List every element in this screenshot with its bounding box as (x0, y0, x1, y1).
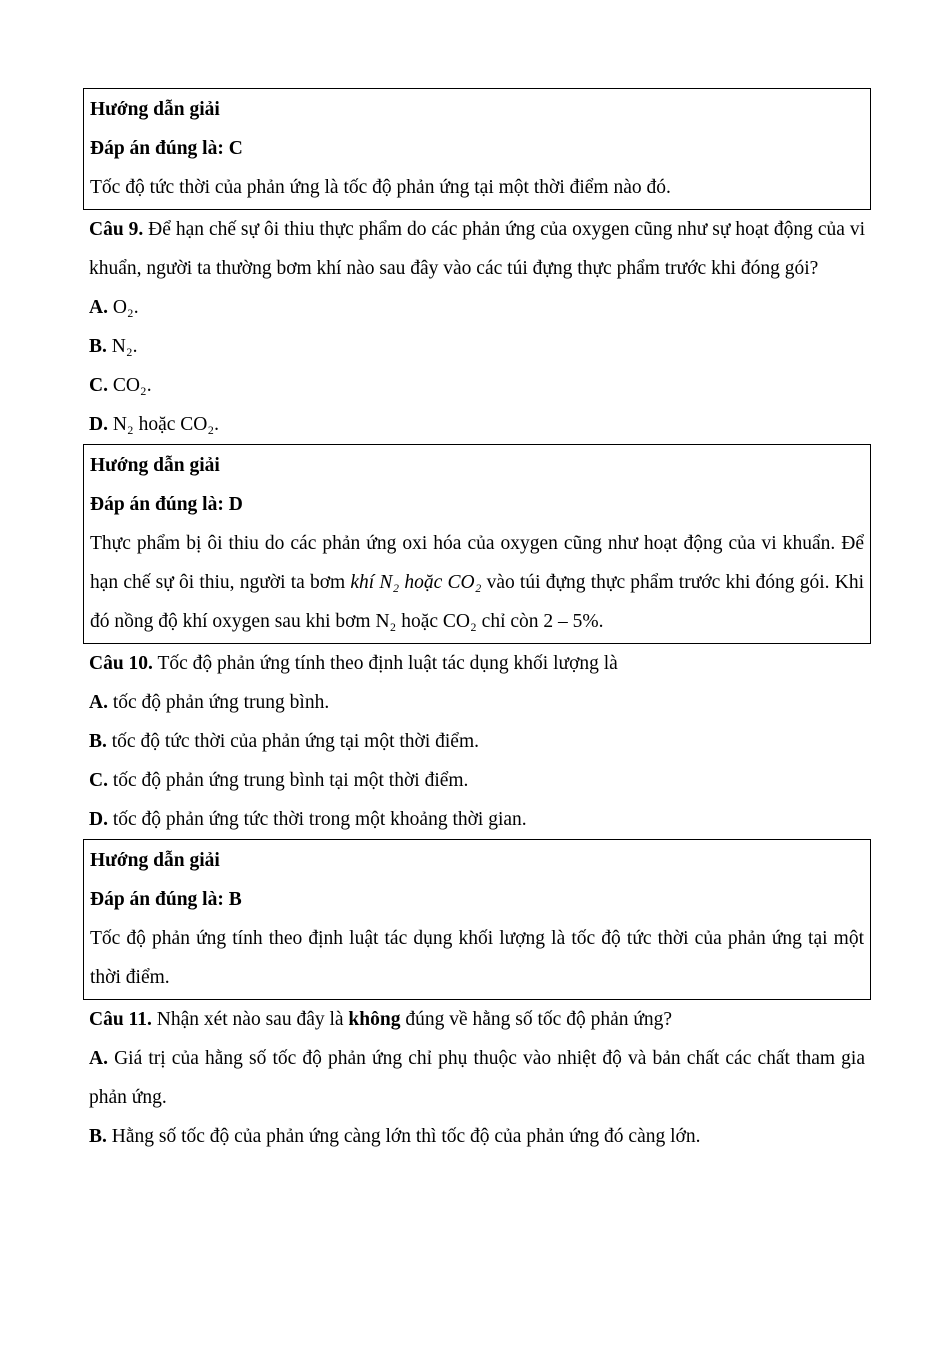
question-9-option-d (83, 405, 871, 444)
question-9-option-b (83, 327, 871, 366)
solution-body: Tốc độ tức thời của phản ứng là tốc độ phản ứng tại một thời điểm nào đó. (90, 177, 671, 198)
question-11 (83, 1000, 871, 1039)
correct-answer-line: Đáp án đúng là: D (90, 494, 243, 515)
question-11-text-pre: Nhận xét nào sau đây là (151, 1009, 349, 1030)
solution-body: Tốc độ phản ứng tính theo định luật tác dụng khối lượng là tốc độ tức thời của phản ứng tại một thời điểm. (90, 928, 864, 988)
option-b-label: B. (89, 1126, 107, 1147)
question-10-option-b (83, 722, 871, 761)
solution-body-pre: Thực phẩm bị ôi thiu do các phản ứng oxi hóa của oxygen cũng như hoạt động của vi khuẩn. Để hạn chế sự ôi thiu, người ta bơm (90, 533, 864, 593)
solution-title: Hướng dẫn giải (90, 455, 220, 476)
question-11-text-post: đúng về hằng số tốc độ phản ứng? (400, 1009, 673, 1030)
solution-box-q9 (83, 444, 871, 644)
option-d-text: tốc độ phản ứng tức thời trong một khoảng thời gian. (107, 809, 527, 830)
option-c-label: C. (89, 770, 108, 791)
option-b-text: tốc độ tức thời của phản ứng tại một thời điểm. (106, 731, 479, 752)
option-b-label: B. (89, 336, 107, 357)
solution-box-q10 (83, 839, 871, 1000)
question-10-option-a (83, 683, 871, 722)
option-a-label: A. (89, 297, 108, 318)
question-10 (83, 644, 871, 683)
question-11-text-bold: không (348, 1009, 401, 1030)
question-9-option-a (83, 288, 871, 327)
solution-body-italic: khí N₂ hoặc CO₂ (350, 572, 482, 593)
option-a-text: tốc độ phản ứng trung bình. (107, 692, 330, 713)
question-10-text: Tốc độ phản ứng tính theo định luật tác dụng khối lượng là (152, 653, 618, 674)
solution-box-q8 (83, 88, 871, 210)
solution-title: Hướng dẫn giải (90, 99, 220, 120)
question-11-option-b (83, 1117, 871, 1156)
question-11-label: Câu 11. (89, 1009, 152, 1030)
option-a-text: O₂. (107, 297, 139, 318)
correct-answer-line: Đáp án đúng là: B (90, 889, 242, 910)
solution-title: Hướng dẫn giải (90, 850, 220, 871)
option-c-text: CO₂. (107, 375, 152, 396)
option-a-label: A. (89, 692, 108, 713)
option-c-text: tốc độ phản ứng trung bình tại một thời điểm. (107, 770, 469, 791)
option-d-label: D. (89, 809, 108, 830)
option-c-label: C. (89, 375, 108, 396)
option-b-label: B. (89, 731, 107, 752)
option-a-text: Giá trị của hằng số tốc độ phản ứng chỉ phụ thuộc vào nhiệt độ và bản chất các chất tham gia phản ứng. (89, 1048, 865, 1108)
option-d-label: D. (89, 414, 108, 435)
solution-body-post: vào túi đựng thực phẩm trước khi đóng gói. Khi đó nồng độ khí oxygen sau khi bơm N₂ hoặc CO₂ chỉ còn 2 – 5%. (90, 572, 864, 632)
question-9-option-c (83, 366, 871, 405)
solution-body (84, 524, 870, 641)
option-b-text: N₂. (106, 336, 138, 357)
question-10-option-c (83, 761, 871, 800)
correct-answer-line: Đáp án đúng là: C (90, 138, 243, 159)
option-d-text: N₂ hoặc CO₂. (107, 414, 220, 435)
option-b-text: Hằng số tốc độ của phản ứng càng lớn thì tốc độ của phản ứng đó càng lớn. (106, 1126, 701, 1147)
question-9-label: Câu 9. (89, 219, 144, 240)
question-10-label: Câu 10. (89, 653, 153, 674)
question-11-option-a (83, 1039, 871, 1117)
question-10-option-d (83, 800, 871, 839)
question-9 (83, 210, 871, 288)
option-a-label: A. (89, 1048, 108, 1069)
question-9-text: Để hạn chế sự ôi thiu thực phẩm do các phản ứng của oxygen cũng như sự hoạt động của vi khuẩn, người ta thường bơm khí nào sau đây vào các túi đựng thực phẩm trước khi đóng gói? (89, 219, 865, 279)
